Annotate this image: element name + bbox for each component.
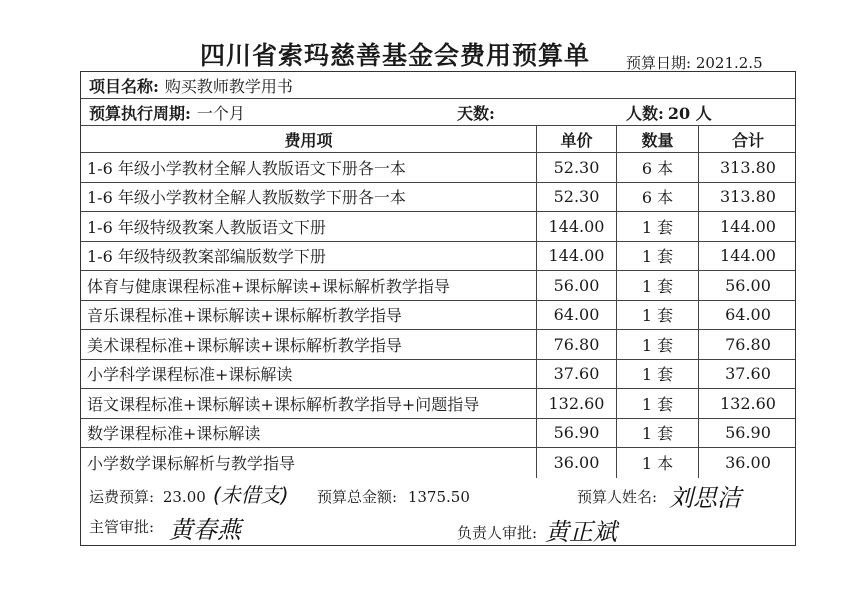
budget-form bbox=[80, 71, 796, 546]
row-price: 52.30 bbox=[537, 183, 617, 212]
row-total: 313.80 bbox=[720, 187, 776, 207]
row-qty: 6 本 bbox=[617, 153, 699, 182]
row-item: 数学课程标准+课标解读 bbox=[81, 419, 537, 448]
footer bbox=[81, 478, 795, 545]
row-total: 56.90 bbox=[725, 423, 771, 443]
responsible-label: 负责人审批: bbox=[457, 523, 538, 542]
row-item: 小学数学课标解析与教学指导 bbox=[81, 448, 537, 478]
budget-date: 预算日期: 2021.2.5 bbox=[626, 54, 763, 72]
row-price: 56.00 bbox=[537, 271, 617, 300]
supervisor-signature: 黄春燕 bbox=[169, 515, 241, 544]
row-price: 144.00 bbox=[537, 212, 617, 241]
row-item: 1-6 年级小学教材全解人教版数学下册各一本 bbox=[81, 183, 537, 212]
row-item: 小学科学课程标准+课标解读 bbox=[81, 360, 537, 389]
budget-total-value: 1375.50 bbox=[407, 487, 470, 506]
project-value: 购买教师教学用书 bbox=[164, 76, 293, 96]
header-qty: 数量 bbox=[617, 126, 699, 152]
row-total: 64.00 bbox=[725, 305, 771, 325]
supervisor-label: 主管审批: bbox=[89, 517, 155, 536]
row-total: 144.00 bbox=[720, 216, 776, 236]
row-item: 美术课程标准+课标解读+课标解析教学指导 bbox=[81, 330, 537, 359]
freight-value: 23.00 bbox=[162, 487, 206, 506]
row-total: 132.60 bbox=[720, 393, 776, 413]
header-item: 费用项 bbox=[81, 126, 537, 152]
period-row bbox=[81, 99, 795, 126]
days-label: 天数: bbox=[457, 103, 495, 123]
row-total: 313.80 bbox=[720, 157, 776, 177]
row-total: 56.00 bbox=[725, 275, 771, 295]
row-item: 1-6 年级特级教案部编版数学下册 bbox=[81, 242, 537, 271]
table-row bbox=[81, 419, 795, 449]
row-price: 56.90 bbox=[537, 419, 617, 448]
row-qty: 1 套 bbox=[617, 271, 699, 300]
table-row bbox=[81, 183, 795, 213]
people-value: 20 人 bbox=[667, 103, 712, 123]
row-item: 语文课程标准+课标解读+课标解析教学指导+问题指导 bbox=[81, 389, 537, 418]
row-qty: 1 本 bbox=[617, 448, 699, 478]
table-row bbox=[81, 301, 795, 331]
row-qty: 1 套 bbox=[617, 242, 699, 271]
row-qty: 1 套 bbox=[617, 212, 699, 241]
row-price: 132.60 bbox=[537, 389, 617, 418]
table-header bbox=[81, 126, 795, 153]
project-row bbox=[81, 72, 795, 99]
row-item: 1-6 年级小学教材全解人教版语文下册各一本 bbox=[81, 153, 537, 182]
responsible-signature: 黄正斌 bbox=[545, 517, 617, 546]
table-body bbox=[81, 153, 795, 478]
header-total: 合计 bbox=[731, 130, 764, 150]
preparer-signature: 刘思洁 bbox=[669, 483, 741, 512]
row-total: 37.60 bbox=[725, 364, 771, 384]
freight-note: (未借支) bbox=[213, 482, 289, 507]
freight-label: 运费预算: bbox=[89, 487, 155, 506]
period-value: 一个月 bbox=[196, 103, 245, 123]
row-price: 76.80 bbox=[537, 330, 617, 359]
table-row bbox=[81, 271, 795, 301]
header-price: 单价 bbox=[537, 126, 617, 152]
table-row bbox=[81, 389, 795, 419]
row-price: 64.00 bbox=[537, 301, 617, 330]
row-qty: 6 本 bbox=[617, 183, 699, 212]
row-qty: 1 套 bbox=[617, 301, 699, 330]
project-label: 项目名称: bbox=[89, 76, 159, 96]
row-item: 体育与健康课程标准+课标解读+课标解析教学指导 bbox=[81, 271, 537, 300]
people-label: 人数: bbox=[626, 103, 664, 123]
row-qty: 1 套 bbox=[617, 389, 699, 418]
table-row bbox=[81, 153, 795, 183]
table-row bbox=[81, 448, 795, 478]
table-row bbox=[81, 242, 795, 272]
row-total: 76.80 bbox=[725, 334, 771, 354]
page-title: 四川省索玛慈善基金会费用预算单 bbox=[200, 41, 591, 70]
row-qty: 1 套 bbox=[617, 330, 699, 359]
row-item: 音乐课程标准+课标解读+课标解析教学指导 bbox=[81, 301, 537, 330]
row-qty: 1 套 bbox=[617, 360, 699, 389]
row-total: 36.00 bbox=[725, 453, 771, 473]
row-item: 1-6 年级特级教案人教版语文下册 bbox=[81, 212, 537, 241]
row-price: 52.30 bbox=[537, 153, 617, 182]
period-label: 预算执行周期: bbox=[89, 103, 191, 123]
budget-total-label: 预算总金额: bbox=[317, 487, 398, 506]
row-total: 144.00 bbox=[720, 246, 776, 266]
preparer-label: 预算人姓名: bbox=[577, 487, 658, 506]
row-qty: 1 套 bbox=[617, 419, 699, 448]
row-price: 36.00 bbox=[537, 448, 617, 478]
table-row bbox=[81, 360, 795, 390]
row-price: 144.00 bbox=[537, 242, 617, 271]
table-row bbox=[81, 330, 795, 360]
table-row bbox=[81, 212, 795, 242]
row-price: 37.60 bbox=[537, 360, 617, 389]
